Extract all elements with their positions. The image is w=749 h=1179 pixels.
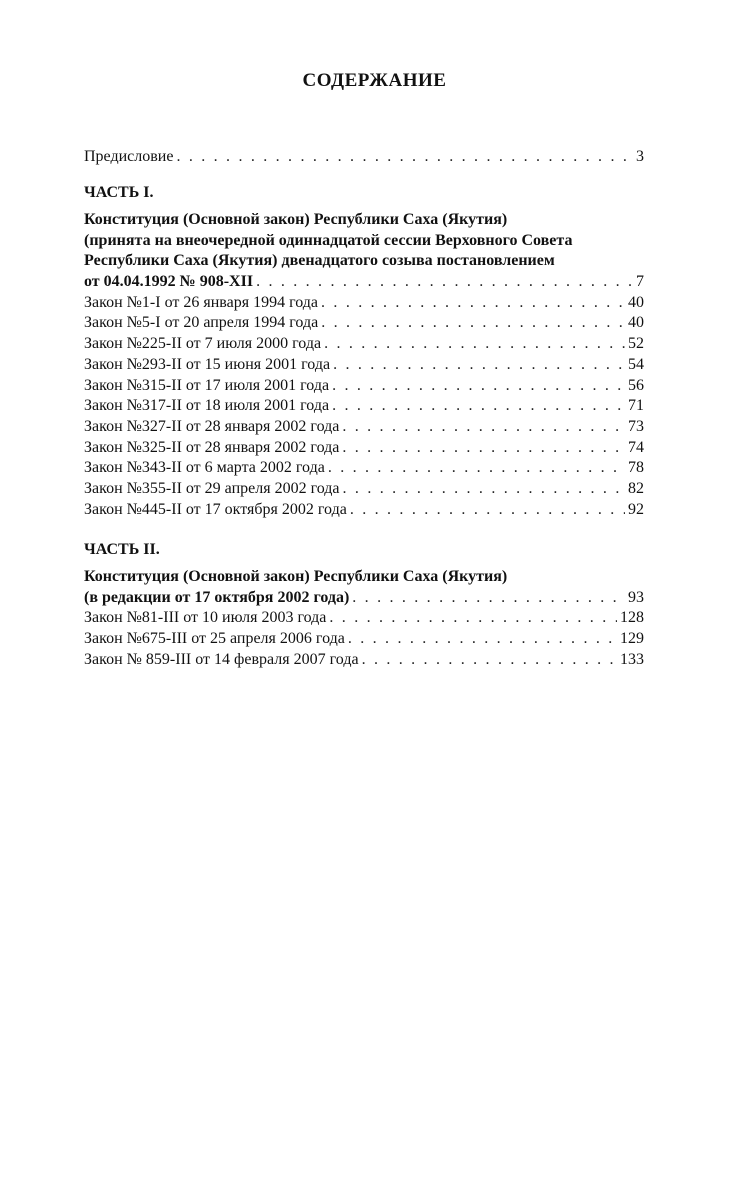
leader-dots [332, 376, 625, 397]
toc-entry[interactable] [84, 629, 644, 650]
toc-entry[interactable] [84, 458, 644, 479]
leader-dots [342, 438, 625, 459]
toc-entry-page: 52 [628, 335, 644, 353]
leader-dots [328, 458, 625, 479]
toc-entry[interactable] [84, 272, 644, 293]
leader-dots [362, 650, 617, 671]
toc-entry[interactable] [84, 500, 644, 521]
toc-entry-label: Закон №5-I от 20 апреля 1994 года [84, 314, 319, 332]
toc-entry[interactable] [84, 479, 644, 500]
law-list [84, 608, 644, 670]
leader-dots [321, 313, 625, 334]
leader-dots [343, 479, 625, 500]
constitution-title-line: Республики Саха (Якутия) двенадцатого созыва постановлением [84, 252, 555, 270]
toc-entry-page: 3 [636, 147, 644, 165]
toc-entry-label: Закон №327-II от 28 января 2002 года [84, 417, 340, 435]
toc-entry-label: Закон №343-II от 6 марта 2002 года [84, 459, 325, 477]
toc-entry-page: 54 [628, 355, 644, 373]
toc-part-1 [84, 183, 644, 520]
toc-entry[interactable] [84, 293, 644, 314]
leader-dots [332, 396, 625, 417]
toc-entry[interactable] [84, 417, 644, 438]
toc-entry-label: Закон №317-II от 18 июля 2001 года [84, 397, 330, 415]
leader-dots [352, 588, 625, 609]
leader-dots [321, 293, 625, 314]
page-title: СОДЕРЖАНИЕ [302, 70, 447, 91]
toc-entry[interactable] [84, 438, 644, 459]
part-heading: ЧАСТЬ I. [84, 184, 154, 201]
toc-entry-page: 40 [628, 293, 644, 311]
toc-entry-label: Предисловие [84, 147, 174, 165]
toc-entry-page: 129 [620, 630, 644, 648]
toc-entry[interactable] [84, 608, 644, 629]
toc-entry-page: 74 [628, 438, 644, 456]
toc-entry-page: 78 [628, 459, 644, 477]
toc-entry-page: 73 [628, 417, 644, 435]
toc-entry-label: Закон №675-III от 25 апреля 2006 года [84, 630, 345, 648]
toc-entry-page: 92 [628, 500, 644, 518]
toc-entry-label: Закон №293-II от 15 июня 2001 года [84, 355, 331, 373]
leader-dots [342, 417, 625, 438]
toc-entry[interactable] [84, 334, 644, 355]
toc-entry-label: Закон №81-III от 10 июля 2003 года [84, 609, 327, 627]
toc-entry[interactable] [84, 396, 644, 417]
toc-entry-page: 133 [620, 650, 644, 668]
toc-entry-label: Закон №445-II от 17 октября 2002 года [84, 500, 347, 518]
part-heading: ЧАСТЬ II. [84, 541, 160, 558]
leader-dots [348, 629, 617, 650]
toc-entry-label: Закон №325-II от 28 января 2002 года [84, 438, 340, 456]
law-list [84, 293, 644, 521]
toc-entry-label: Закон №355-II от 29 апреля 2002 года [84, 479, 340, 497]
toc-preface [84, 147, 644, 168]
leader-dots [350, 500, 625, 521]
constitution-title-line: (принята на внеочередной одиннадцатой сессии Верховного Совета [84, 231, 573, 249]
toc-entry-page: 82 [628, 479, 644, 497]
toc-entry-page: 56 [628, 376, 644, 394]
leader-dots [333, 355, 625, 376]
leader-dots [329, 608, 617, 629]
toc-part-2 [84, 540, 644, 670]
toc-entry[interactable] [84, 650, 644, 671]
toc-entry-page: 93 [628, 588, 644, 606]
toc-entry[interactable] [84, 147, 644, 168]
toc-entry-label: Закон №315-II от 17 июля 2001 года [84, 376, 330, 394]
leader-dots [176, 147, 633, 168]
toc-entry-label: Закон №1-I от 26 января 1994 года [84, 293, 319, 311]
constitution-title-line: Конституция (Основной закон) Республики Саха (Якутия) [84, 568, 508, 585]
toc-entry-label: от 04.04.1992 № 908-XII [84, 273, 254, 291]
toc-entry-label: Закон №225-II от 7 июля 2000 года [84, 335, 322, 353]
toc-entry[interactable] [84, 376, 644, 397]
toc-entry-page: 71 [628, 397, 644, 415]
toc-entry-page: 40 [628, 314, 644, 332]
toc-entry[interactable] [84, 313, 644, 334]
constitution-title-line: Конституция (Основной закон) Республики Саха (Якутия) [84, 211, 508, 228]
toc-entry-label: Закон № 859-III от 14 февраля 2007 года [84, 650, 359, 668]
toc-entry-page: 7 [636, 273, 644, 291]
toc-entry[interactable] [84, 355, 644, 376]
toc-entry-label: (в редакции от 17 октября 2002 года) [84, 588, 350, 606]
toc-entry[interactable] [84, 588, 644, 609]
toc-entry-page: 128 [620, 609, 644, 627]
leader-dots [324, 334, 625, 355]
leader-dots [256, 272, 633, 293]
